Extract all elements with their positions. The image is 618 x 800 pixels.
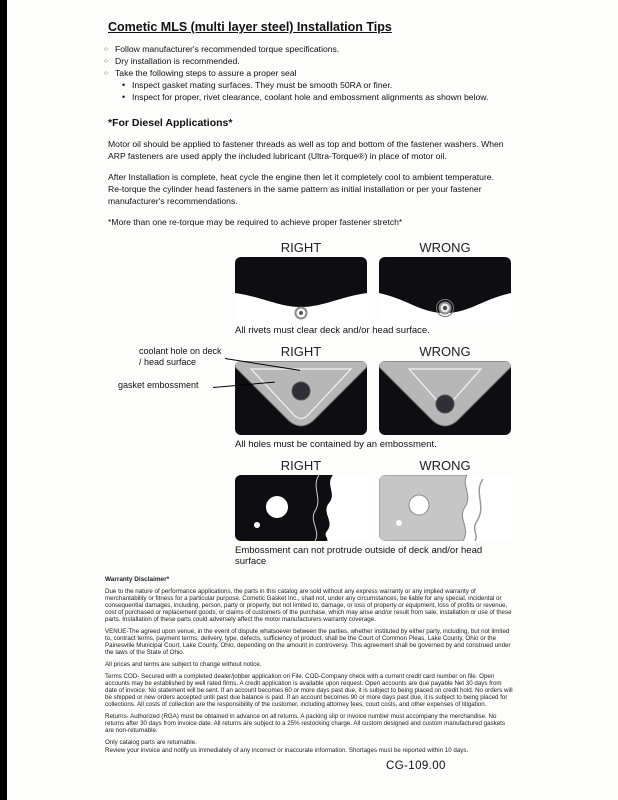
coolant-hole-callout: coolant hole on deck / head surface bbox=[139, 346, 222, 367]
diagram-row3-caption: Embossment can not protrude outside of deck and/or head surface bbox=[235, 545, 483, 567]
embossment-protrusion-wrong-diagram bbox=[379, 475, 511, 541]
disclaimer-paragraph: VENUE-The agreed upon venue, in the event of dispute whatsoever between the parties, whether instituted by either party, including, but not limited to, contract terms, payment terms, delivery, type, defects, sufficiency of product, shall be the Court of Common Pleas, Lake County, Ohio or the Painesville Municipal Court, Lake County, Ohio, depending on the amount in controversy. This agreement shall be governed by and construed under the laws of the State of Ohio. bbox=[105, 628, 511, 656]
diesel-paragraph-1: Motor oil should be applied to fastener threads as well as top and bottom of the fastener washers. When ARP fasteners are used apply the included lubricant (Ultra-Torque®) in place of motor oil. bbox=[108, 139, 504, 161]
warranty-disclaimer bbox=[105, 576, 513, 759]
left-edge-bar bbox=[0, 0, 7, 800]
tips-bullet-list bbox=[100, 43, 512, 79]
disclaimer-paragraph: Only catalog parts are returnable. bbox=[105, 739, 197, 746]
disclaimer-paragraph: Terms COD- Secured with a completed dealer/jobber application on File, COD-Company check with a current credit card number on file. Open accounts may be established by well rated firms. A credit application is available upon request. Open accounts are due payable Net 30 days from date of invoice. No statement will be sent. If an account becomes 60 or more days past due, it is subject to being placed on credit hold. No orders will be shipped or new orders accepted until past due balance is paid. If an account becomes 90 or more days past due, it is subject to being placed for collections. All costs of collection are the responsibility of the customer, including attorney fees, court costs, and other expenses of litigation. bbox=[105, 673, 513, 708]
diagram-row2 bbox=[235, 361, 511, 435]
protrusion-right-illustration bbox=[235, 475, 367, 541]
wrong-label: WRONG bbox=[419, 240, 471, 255]
page-title: Cometic MLS (multi layer steel) Installation Tips bbox=[108, 20, 392, 34]
rivet-clearance-wrong-diagram bbox=[379, 257, 511, 321]
retorque-note: *More than one re-torque may be required to achieve proper fastener stretch* bbox=[108, 217, 403, 227]
disclaimer-paragraph: Review your invoice and notify us immediately of any incorrect or inaccurate information. Shortages must be reported within 10 days. bbox=[105, 747, 469, 754]
embossment-containment-wrong-diagram bbox=[379, 361, 511, 435]
diesel-paragraph-2: After Installation is complete, heat cycle the engine then let it completely cool to ambient temperature. Re-torque the cylinder head fasteners in the same pattern as initial installation or per your fastener manufacturer's recommendations. bbox=[108, 172, 494, 206]
rivet-wrong-illustration bbox=[379, 257, 511, 321]
sub-bullet-item: • Inspect for proper, rivet clearance, coolant hole and embossment alignments as shown below. bbox=[122, 91, 512, 103]
disclaimer-paragraph: Due to the nature of performance applications, the parts in this catalog are sold without any express warranty or any implied warranty of merchantability or fitness for a particular purpose. Cometic Gasket Inc., shall not, under any circumstances, be liable for any special, incidental or consequential damages, including, person, party or property, but not limited to, damage, or loss of property or equipment, loss of profits or revenue, cost of purchased or replacement goods, or claims of customers of the purchase, which may arise and/or result from sale, installation or use of these parts. Installation of these parts could adversely affect the motor manufacturers warranty coverage. bbox=[105, 588, 512, 623]
sub-bullet-item: • Inspect gasket mating surfaces. They must be smooth 50RA or finer. bbox=[122, 79, 512, 91]
right-label: RIGHT bbox=[280, 458, 322, 473]
rivet-clearance-right-diagram bbox=[235, 257, 367, 321]
page-code: CG-109.00 bbox=[386, 760, 446, 772]
diagram-row2-labels bbox=[235, 344, 511, 361]
protrusion-wrong-illustration bbox=[379, 475, 511, 541]
right-label: RIGHT bbox=[280, 240, 322, 255]
bullet-item: ○ Follow manufacturer's recommended torque specifications. bbox=[104, 43, 512, 55]
diagram-row2-caption: All holes must be contained by an embossment. bbox=[235, 439, 437, 450]
wrong-label: WRONG bbox=[419, 458, 471, 473]
disclaimer-paragraph: All prices and terms are subject to change without notice. bbox=[105, 661, 262, 668]
embossment-protrusion-right-diagram bbox=[235, 475, 367, 541]
main-content bbox=[100, 16, 512, 575]
tips-sub-bullet-list bbox=[100, 79, 512, 103]
bullet-item: ○ Take the following steps to assure a proper seal bbox=[104, 67, 512, 79]
right-label: RIGHT bbox=[280, 344, 322, 359]
wrong-label: WRONG bbox=[419, 344, 471, 359]
diagram-section bbox=[118, 240, 511, 567]
diagram-row1 bbox=[235, 257, 511, 321]
diagram-row3-labels bbox=[235, 458, 511, 475]
containment-right-illustration bbox=[235, 361, 367, 435]
bullet-item: ○ Dry installation is recommended. bbox=[104, 55, 512, 67]
disclaimer-heading: Warranty Disclaimer* bbox=[105, 576, 170, 583]
rivet-right-illustration bbox=[235, 257, 367, 321]
diesel-applications-heading: *For Diesel Applications* bbox=[108, 117, 233, 129]
diagram-row1-labels bbox=[235, 240, 511, 257]
containment-wrong-illustration bbox=[379, 361, 511, 435]
gasket-embossment-callout: gasket embossment bbox=[118, 380, 199, 390]
embossment-containment-right-diagram bbox=[235, 361, 367, 435]
diagram-row1-caption: All rivets must clear deck and/or head surface. bbox=[235, 325, 430, 336]
diagram-row3 bbox=[235, 475, 511, 541]
disclaimer-paragraph: Returns- Authorized (RGA) must be obtained in advance on all returns. A packing slip or invoice number must accompany the merchandise. No returns after 30 days from invoice date. All returns are subject to a 25% restocking charge. All custom designed and custom manufactured gaskets are non-returnable. bbox=[105, 713, 505, 734]
